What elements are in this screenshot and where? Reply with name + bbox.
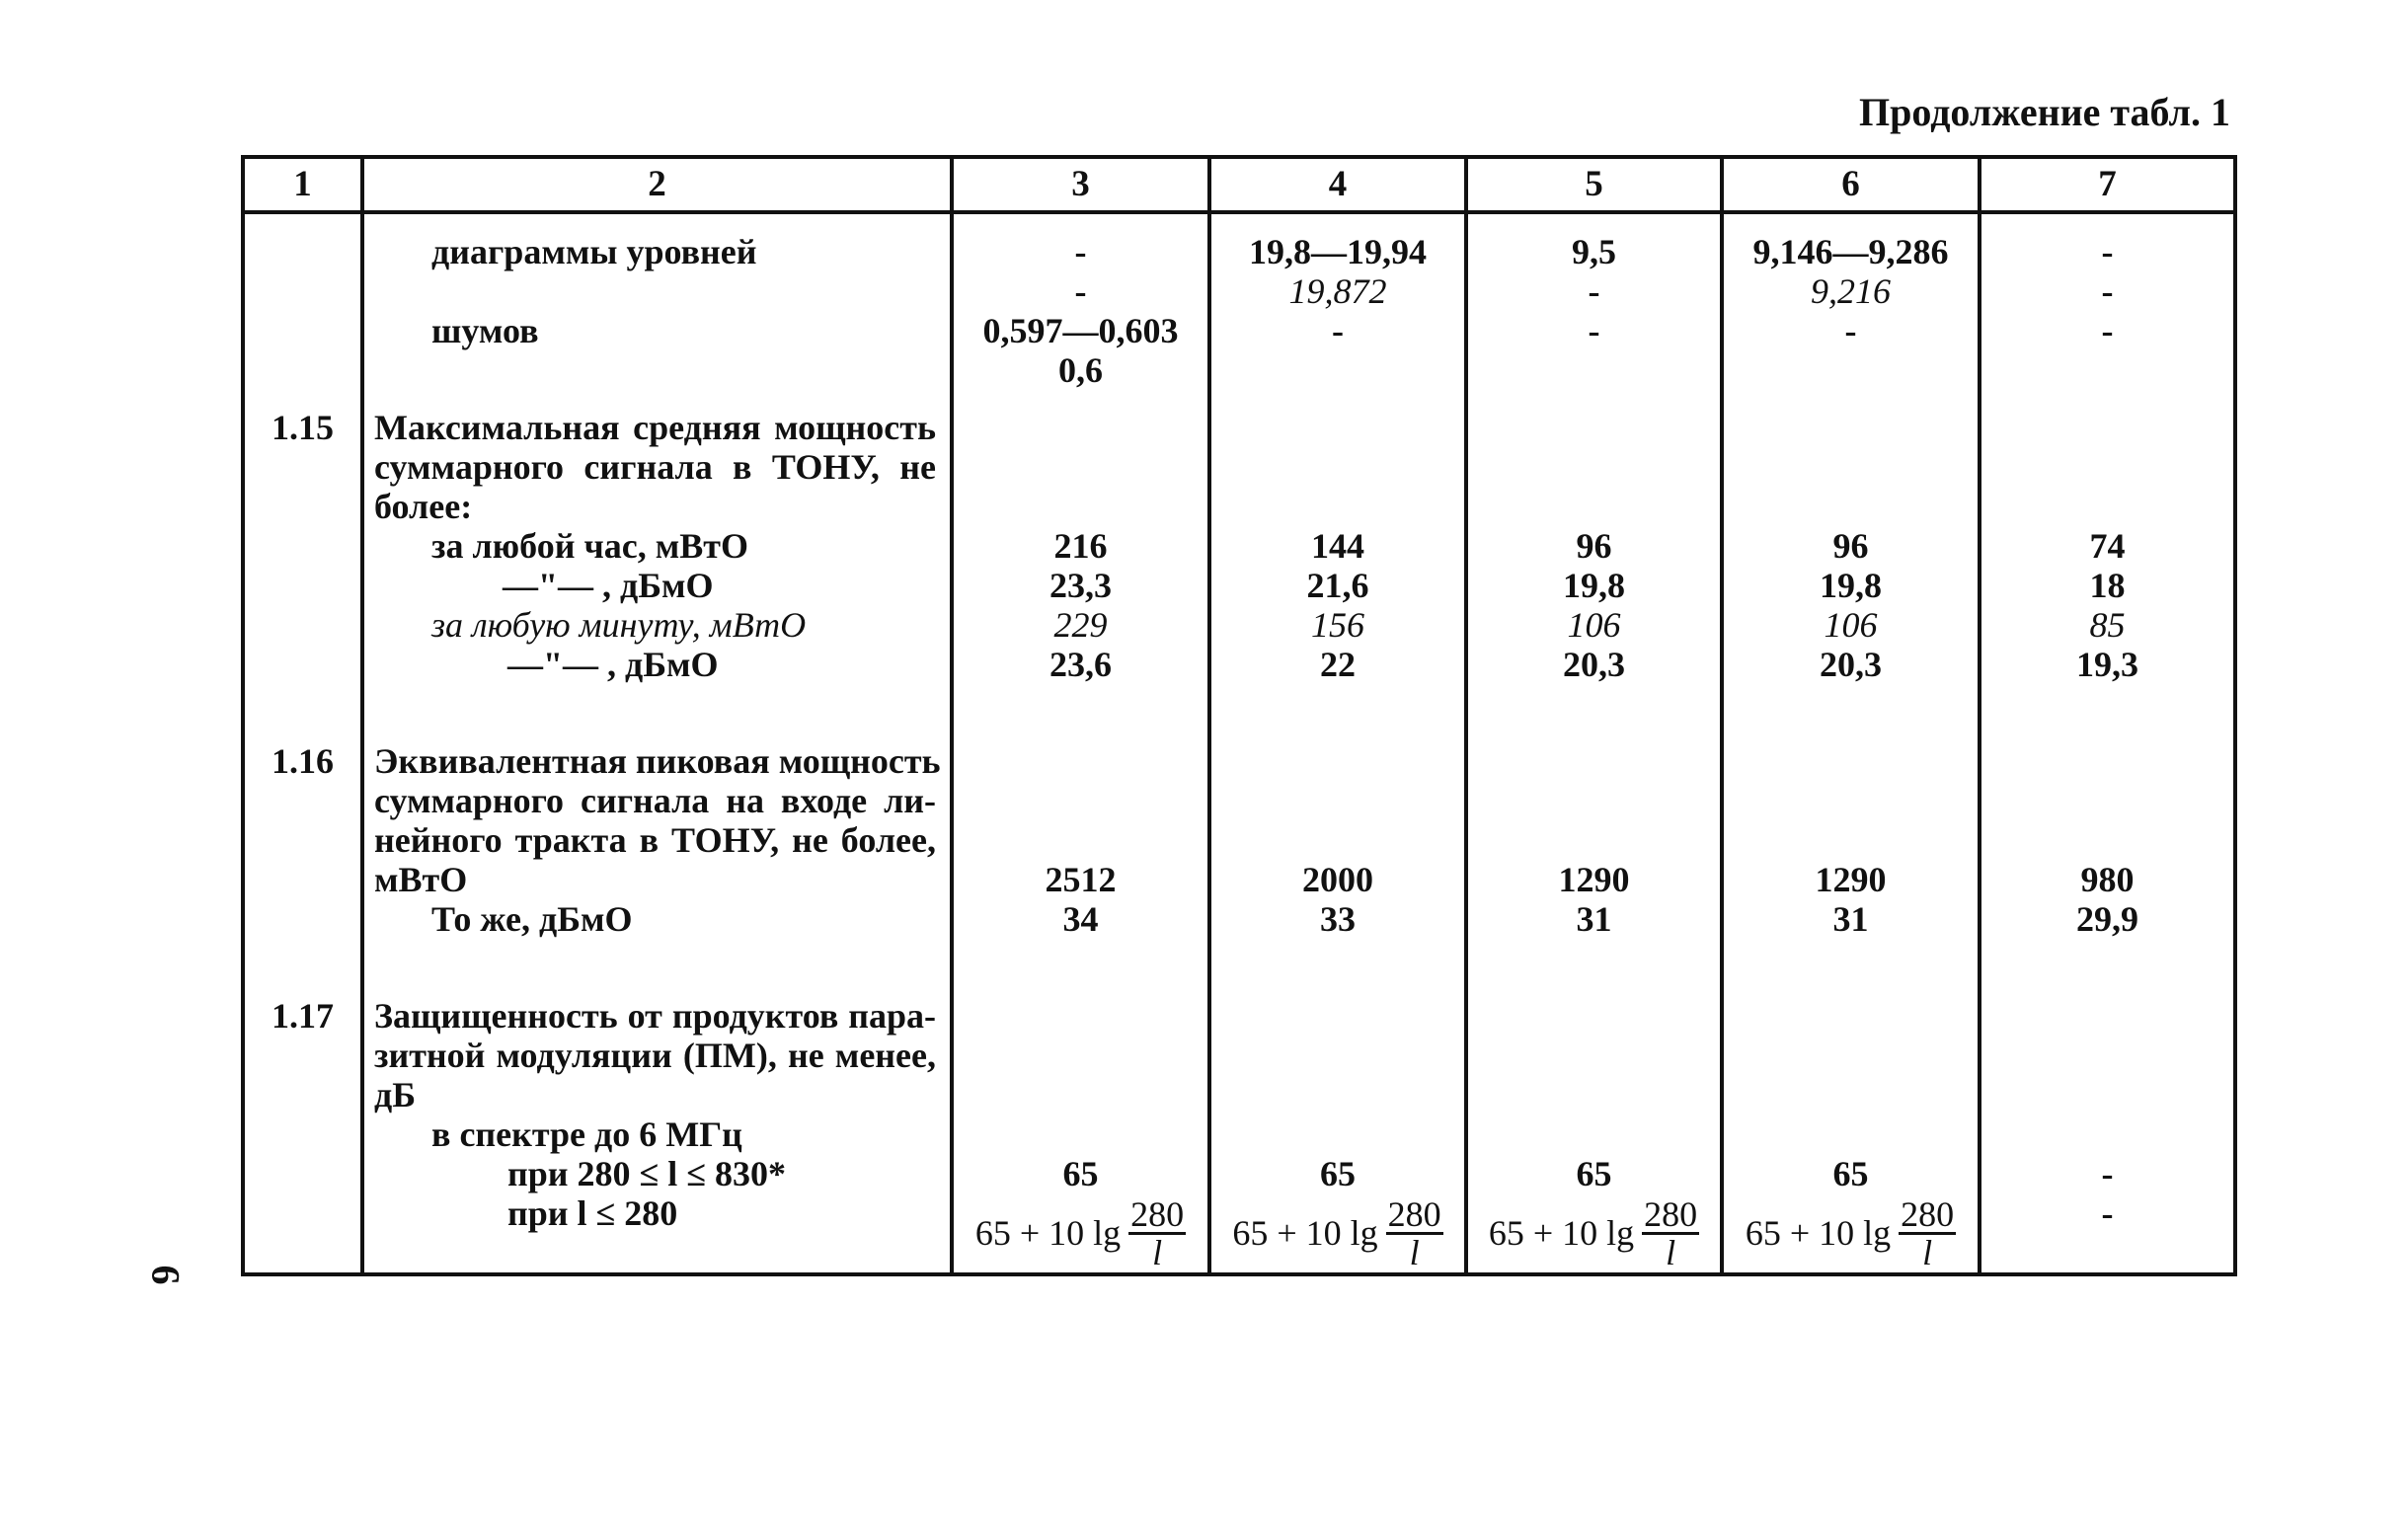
header-row: [243, 157, 2235, 212]
value-line: 74: [2089, 526, 2126, 566]
row-sub-label: То же, дБмО: [431, 899, 633, 939]
value-cell-col6: [1722, 724, 1980, 978]
value-line: -: [2101, 1193, 2114, 1233]
value-cell-col3: [952, 978, 1209, 1274]
table-row-levels: [243, 212, 2235, 390]
value-cell-col4: [1209, 212, 1466, 390]
formula-prefix: 65 + 10 lg: [1488, 1213, 1635, 1253]
value-line: -: [1074, 271, 1087, 311]
row-sub-label: при l ≤ 280: [507, 1193, 678, 1233]
value-line: -: [2101, 271, 2114, 311]
row-description-cell: [362, 212, 952, 390]
value-line: -: [1844, 311, 1857, 350]
row-index-cell: [243, 212, 362, 390]
row-index-cell: [243, 390, 362, 724]
formula: [960, 1193, 1202, 1272]
formula-prefix: 65 + 10 lg: [1745, 1213, 1892, 1253]
row-description-line: нейного тракта в ТОНУ, не более,: [374, 820, 936, 860]
value-line: -: [1588, 271, 1600, 311]
value-line: -: [2101, 232, 2114, 271]
header-cell: 7: [1980, 157, 2235, 212]
value-cell-col4: [1209, 978, 1466, 1274]
row-description-line: дБ: [374, 1075, 417, 1114]
value-line: 29,9: [2076, 899, 2138, 939]
row-description-line: диаграммы уровней: [431, 232, 757, 271]
formula: [1730, 1193, 1972, 1272]
value-line: 34: [1062, 899, 1099, 939]
value-line: 31: [1576, 899, 1612, 939]
value-line: 19,8: [1820, 566, 1882, 605]
row-description-line: [374, 271, 936, 311]
header-cell: 4: [1209, 157, 1466, 212]
fraction-denominator: l: [1152, 1232, 1163, 1272]
value-line: 65: [1832, 1154, 1869, 1193]
value-line: -: [1332, 311, 1344, 350]
value-line: 106: [1824, 605, 1878, 645]
value-cell-col6: [1722, 212, 1980, 390]
value-line: -: [1074, 232, 1087, 271]
value-cell-col7: [1980, 212, 2235, 390]
table-row-1-15: [243, 390, 2235, 724]
parameters-table: [241, 155, 2237, 1276]
formula: [1474, 1193, 1714, 1272]
value-line: -: [1588, 311, 1600, 350]
value-line: 229: [1053, 605, 1108, 645]
formula: [1217, 1193, 1458, 1272]
value-cell-col7: [1980, 724, 2235, 978]
value-cell-col5: [1466, 724, 1722, 978]
value-line: 20,3: [1563, 645, 1625, 684]
header-cell: 6: [1722, 157, 1980, 212]
value-line: 96: [1832, 526, 1869, 566]
value-line: 85: [2089, 605, 2126, 645]
value-line: 65: [1320, 1154, 1356, 1193]
value-line: 0,597—0,603: [982, 311, 1179, 350]
row-description-cell: [362, 390, 952, 724]
row-index-cell: [243, 978, 362, 1274]
row-description-line: суммарного сигнала в ТОНУ, не: [374, 447, 936, 487]
value-line: 19,3: [2076, 645, 2138, 684]
header-cell: 1: [243, 157, 362, 212]
value-line: 1290: [1815, 860, 1887, 899]
row-index-cell: [243, 724, 362, 978]
value-cell-col3: [952, 212, 1209, 390]
value-line: 31: [1832, 899, 1869, 939]
value-line: 20,3: [1820, 645, 1882, 684]
fraction-numerator: 280: [1901, 1193, 1955, 1234]
value-line: 2000: [1302, 860, 1373, 899]
value-line: 96: [1576, 526, 1612, 566]
fraction: [1899, 1193, 1956, 1272]
value-cell-col6: [1722, 390, 1980, 724]
value-line: 9,216: [1811, 271, 1891, 311]
row-sub-label: —"— , дБмО: [503, 566, 714, 605]
value-line: 18: [2089, 566, 2126, 605]
row-index: 1.15: [272, 408, 334, 447]
row-description-line: суммарного сигнала на входе ли-: [374, 781, 936, 820]
row-description-line: Защищенность от продуктов пара-: [374, 996, 936, 1036]
fraction: [1642, 1193, 1699, 1272]
value-line: 23,3: [1049, 566, 1112, 605]
row-description-line: Эквивалентная пиковая мощность: [374, 741, 941, 781]
value-line: 144: [1311, 526, 1364, 566]
value-cell-col6: [1722, 978, 1980, 1274]
value-line: 2512: [1045, 860, 1117, 899]
value-line: 23,6: [1049, 645, 1112, 684]
value-cell-col3: [952, 390, 1209, 724]
row-sub-label: в спектре до 6 МГц: [431, 1114, 742, 1154]
value-line: 156: [1311, 605, 1364, 645]
fraction-numerator: 280: [1644, 1193, 1698, 1234]
value-cell-col4: [1209, 390, 1466, 724]
value-line: 216: [1053, 526, 1108, 566]
value-line: 33: [1320, 899, 1356, 939]
value-line: 65: [1576, 1154, 1612, 1193]
row-index: 1.17: [272, 996, 334, 1036]
formula-prefix: 65 + 10 lg: [1232, 1213, 1378, 1253]
row-description-line: зитной модуляции (ПМ), не менее,: [374, 1036, 936, 1075]
value-cell-col3: [952, 724, 1209, 978]
row-sub-label: —"— , дБмО: [507, 645, 719, 684]
fraction: [1386, 1193, 1443, 1272]
fraction-denominator: l: [1666, 1232, 1676, 1272]
value-line: 65: [1062, 1154, 1099, 1193]
value-line: 106: [1567, 605, 1621, 645]
row-description-line: шумов: [431, 311, 539, 350]
value-line: 9,146—9,286: [1752, 232, 1949, 271]
row-sub-label: за любую минуту, мВтО: [431, 605, 807, 645]
fraction: [1128, 1193, 1186, 1272]
formula-prefix: 65 + 10 lg: [974, 1213, 1122, 1253]
value-line: 19,872: [1288, 271, 1387, 311]
header-cell: 5: [1466, 157, 1722, 212]
fraction-numerator: 280: [1387, 1193, 1441, 1234]
header-cell: 3: [952, 157, 1209, 212]
row-sub-label: при 280 ≤ l ≤ 830*: [507, 1154, 787, 1193]
row-index: 1.16: [272, 741, 334, 781]
table-row-1-16: [243, 724, 2235, 978]
row-description-line: более:: [374, 487, 473, 526]
value-line: -: [2101, 1154, 2114, 1193]
value-line: 9,5: [1572, 232, 1616, 271]
value-line: -: [2101, 311, 2114, 350]
row-description-cell: [362, 978, 952, 1274]
row-sub-label: за любой час, мВтО: [431, 526, 748, 566]
fraction-denominator: l: [1922, 1232, 1933, 1272]
value-line: 19,8: [1563, 566, 1625, 605]
row-description-line: мВтО: [374, 860, 468, 899]
value-line: 980: [2080, 860, 2135, 899]
value-line: 1290: [1558, 860, 1630, 899]
value-cell-col5: [1466, 390, 1722, 724]
value-cell-col7: [1980, 978, 2235, 1274]
value-cell-col4: [1209, 724, 1466, 978]
fraction-numerator: 280: [1130, 1193, 1185, 1234]
table-row-1-17: [243, 978, 2235, 1274]
continuation-label: Продолжение табл. 1: [1858, 90, 2230, 134]
row-description-cell: [362, 724, 952, 978]
page-number: 6: [143, 1265, 189, 1285]
header-cell: 2: [362, 157, 952, 212]
value-line: 21,6: [1306, 566, 1369, 605]
value-line: 22: [1320, 645, 1356, 684]
value-cell-col7: [1980, 390, 2235, 724]
row-description-line: Максимальная средняя мощность: [374, 408, 936, 447]
value-line: 19,8—19,94: [1249, 232, 1427, 271]
value-cell-col5: [1466, 978, 1722, 1274]
value-cell-col5: [1466, 212, 1722, 390]
fraction-denominator: l: [1409, 1232, 1420, 1272]
value-line: 0,6: [1058, 350, 1103, 390]
